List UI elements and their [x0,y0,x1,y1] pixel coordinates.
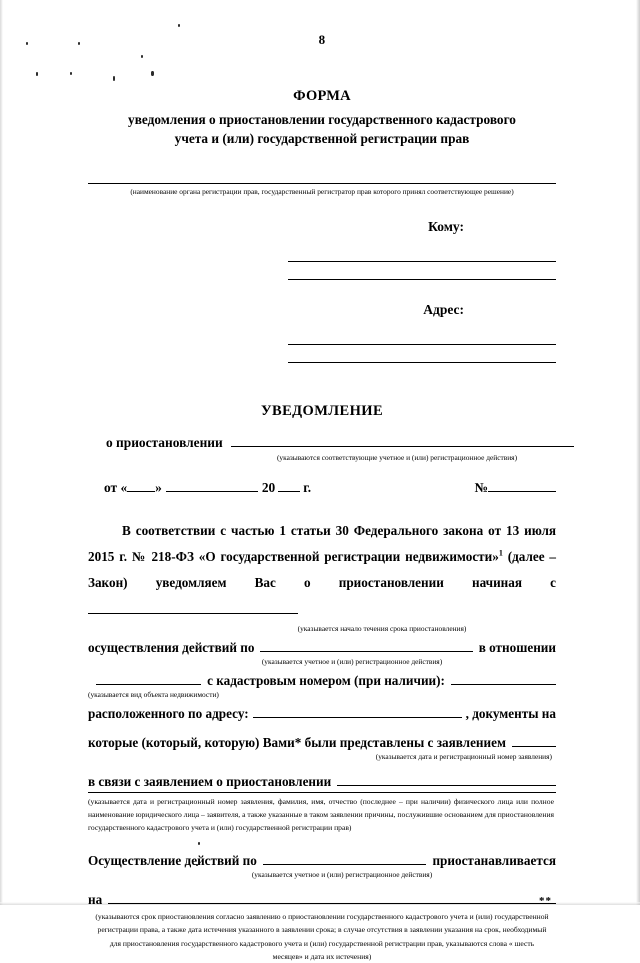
year-suffix: г. [303,479,312,495]
year-input[interactable] [278,478,300,492]
implementation-label: Осуществление действий по [88,853,257,869]
number-symbol: № [474,479,488,495]
implementation-input[interactable] [263,850,427,865]
scan-speck [36,72,38,76]
application-input[interactable] [512,732,556,747]
recipient-label: Кому: [428,218,464,234]
year-prefix: 20 [261,479,276,495]
start-term-caption: (указывается начало течения срока приостановления) [297,624,467,634]
notice-title: УВЕДОМЛЕНИЕ [260,402,384,419]
address-label: Адрес: [423,301,464,317]
organization-name-rule[interactable] [88,183,556,184]
address-block [88,302,556,363]
on-label: на [88,892,103,908]
cadastral-row [88,670,556,689]
double-asterisk-marker: ** [539,895,552,908]
located-label: расположенного по адресу: [88,706,249,722]
main-paragraph-text: В соответствии с частью 1 статьи 30 Федерального закона от 13 июля 2015 г. № 218-ФЗ «О государственной регистрации недвижимости» [88,522,556,565]
in-connection-label: в связи с заявлением о приостановлении [88,774,332,790]
final-caption: (указываются срок приостановления согласно заявлению о приостановлении государственного кадастрового учета и (или) государственной регистрации права, а также дата истечения указанного в заявлении срока; в случае отсутствия в заявлении указания на срок, необходимый для приостановления государственного кадастрового учета и (или) государственной регистрации прав, указываются слова « шесть месяцев» и дата их истечения) [95,912,549,961]
scan-edge-right [636,0,640,905]
main-paragraph-continued: (далее – Закон) уведомляем Вас о приостановлении начиная с [88,549,556,591]
in-connection-row [88,771,556,790]
form-heading: ФОРМА [293,88,351,104]
implementation-row [88,850,556,869]
recipient-block [88,219,556,280]
number-input[interactable] [488,478,556,492]
day-input[interactable] [127,478,155,492]
which-row [88,732,556,751]
recipient-line-1[interactable] [288,244,556,262]
cadastral-label: с кадастровым номером (при наличии): [207,673,445,689]
address-line-1[interactable] [288,327,556,345]
suspended-label: приостанавливается [432,853,556,869]
date-prefix: от « [104,479,128,495]
address-line-2[interactable] [288,345,556,363]
scan-speck [70,72,72,75]
object-type-caption: (указывается вид объекта недвижимости) [88,690,219,700]
documents-label: , документы на [465,706,556,722]
actions-label: осуществления действий по [88,640,255,656]
month-input[interactable] [166,478,258,492]
footnote-marker: 1 [498,548,503,558]
big-caption: (указывается дата и регистрационный номер заявления, фамилия, имя, отчество (последнее – при наличии) физического лица или полное наименование юридического лица – заявителя, а также указанные в таком заявлении причины, послужившие основанием для приостановления государственного кадастрового учета и (или) государственной регистрации прав) [88,792,556,834]
located-address-input[interactable] [253,703,462,718]
form-subtitle-line-2: учета и (или) государственной регистрации прав [174,131,470,147]
located-row [88,703,556,722]
suspension-label: о приостановлении [106,434,223,450]
scan-speck [26,42,28,45]
which-label: которые (который, которую) Вами* были представлены с заявлением [88,735,506,751]
start-term-input[interactable] [88,599,298,614]
cadastral-number-input[interactable] [451,670,556,685]
document-content [88,0,556,963]
organization-caption: (наименование органа регистрации прав, государственный регистратор прав которого принял соответствующее решение) [130,186,514,196]
date-quote-close: » [155,479,162,495]
application-caption: (указывается дата и регистрационный номер заявления) [375,752,552,762]
actions-row [88,637,556,656]
suspension-caption: (указываются соответствующие учетное и (или) регистрационное действия) [276,452,518,462]
scan-edge-left [0,0,3,905]
implementation-caption: (указывается учетное и (или) регистрационное действия) [251,870,433,880]
suspension-row [88,432,574,451]
date-number-row [88,478,556,496]
term-input[interactable] [108,889,556,904]
main-paragraph [88,518,556,624]
actions-caption: (указывается учетное и (или) регистрационное действия) [261,657,443,667]
form-subtitle [88,110,556,149]
recipient-line-2[interactable] [288,262,556,280]
in-connection-input[interactable] [337,771,556,786]
page-number: 8 [318,32,326,47]
object-type-input[interactable] [96,670,201,685]
form-subtitle-line-1: уведомления о приостановлении государственного кадастрового [128,112,516,127]
suspension-input[interactable] [231,432,574,447]
scan-speck [78,42,80,45]
in-respect-label: в отношении [478,640,556,656]
actions-input[interactable] [260,637,472,652]
